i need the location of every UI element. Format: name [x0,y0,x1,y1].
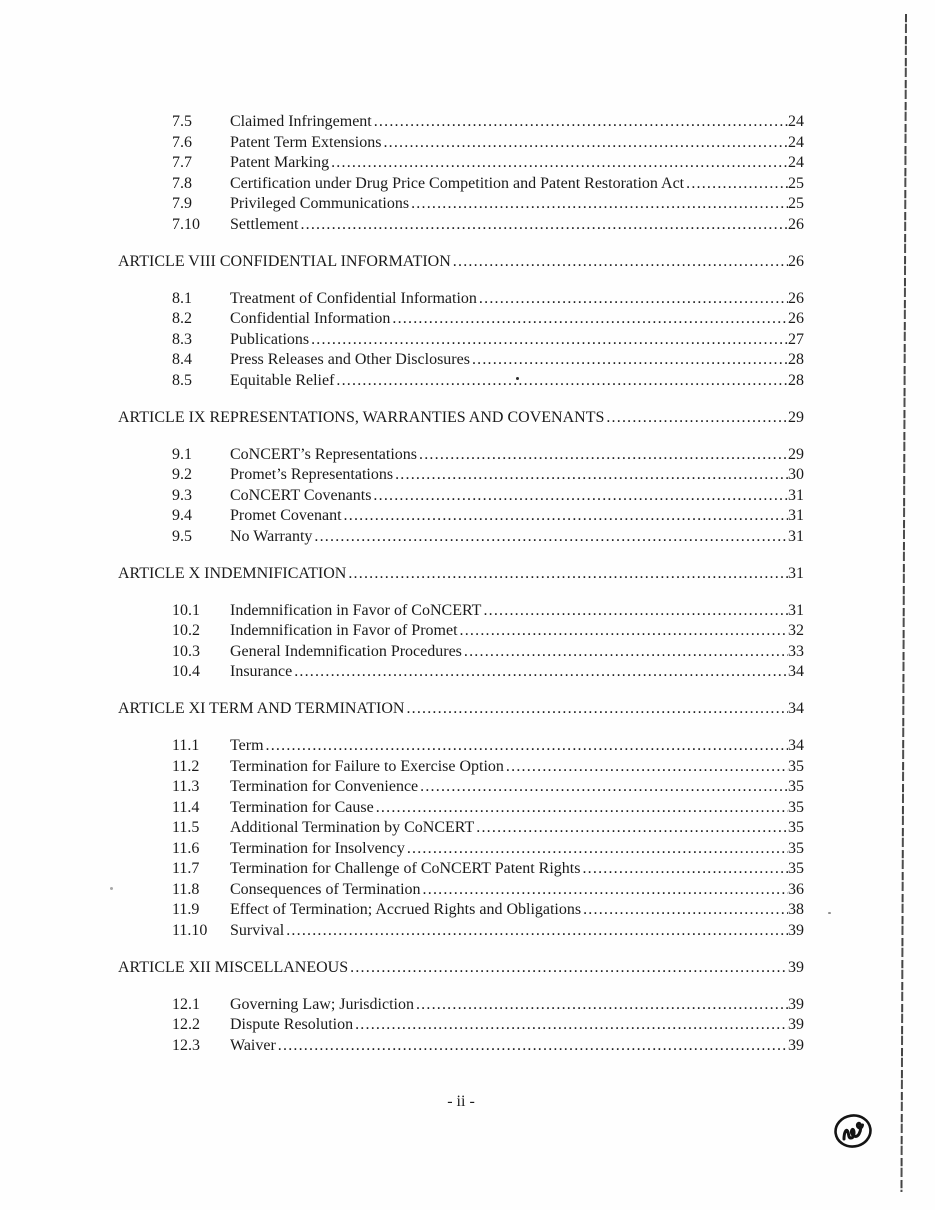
toc-entry-page: 26 [788,310,804,327]
toc-entry [118,330,804,351]
toc-dot-leader [418,777,788,798]
toc-entry-title: Patent Term Extensions [230,133,382,151]
toc-entry-number: 11.1 [172,737,200,754]
toc-entry-title: Settlement [230,215,299,233]
toc-article-page: 34 [788,700,804,717]
toc-entry [118,486,804,507]
toc-entry [118,445,804,466]
toc-entry-page: 24 [788,113,804,130]
toc-entry [118,153,804,174]
toc-entry-page: 35 [788,798,804,816]
toc-dot-leader [298,215,788,236]
toc-entry-title: Term [230,737,264,754]
toc-dot-leader [458,621,788,642]
scan-edge-line-artifact [900,14,907,1192]
toc-dot-leader [474,818,788,839]
toc-dot-leader [604,408,788,429]
toc-entry-page: 31 [788,527,804,545]
toc-entry-page: 35 [788,839,804,857]
toc-entry-page: 24 [788,154,804,171]
toc-entry-number: 8.1 [172,289,192,307]
toc-entry [118,736,804,757]
toc-dot-leader [405,839,788,860]
toc-entry-title: Privileged Communications [230,195,410,212]
toc-dot-leader [374,798,788,819]
toc-entry-number: 9.5 [172,527,192,545]
toc-article-heading [118,958,804,979]
toc-entry-title: Equitable Relief [230,371,335,389]
toc-entry-number: 11.4 [172,798,200,816]
toc-entry-page: 39 [788,1016,804,1033]
toc-entry-page: 34 [788,663,804,680]
toc-entry-page: 26 [788,215,804,233]
toc-entry-title: General Indemnification Procedures [230,642,462,660]
toc-entry [118,309,804,330]
toc-entry-title: Promet Covenant [230,507,342,524]
toc-entry-page: 30 [788,466,804,483]
toc-entry-page: 32 [788,622,804,639]
toc-dot-leader [371,486,788,507]
toc-entry-number: 9.2 [172,466,192,483]
toc-dot-leader [462,642,788,663]
toc-entry-title: Treatment of Confidential Information [230,289,477,307]
toc-article-label: ARTICLE IX REPRESENTATIONS, WARRANTIES AND COVENANTS [118,408,605,426]
toc-entry-title: Insurance [230,663,293,680]
toc-entry-number: 10.2 [172,622,200,639]
toc-dot-leader [684,174,788,195]
toc-entry [118,289,804,310]
toc-entry [118,642,804,663]
toc-entry-number: 10.1 [172,601,200,619]
toc-entry [118,839,804,860]
toc-entry-page: 35 [788,860,804,877]
toc-entry-number: 10.3 [172,642,200,660]
toc-entry [118,662,804,683]
toc-entry-title: Termination for Failure to Exercise Option [230,757,504,775]
toc-dot-leader [581,900,788,921]
toc-entry-number: 11.10 [172,921,208,939]
toc-entry [118,880,804,901]
toc-entry [118,601,804,622]
toc-entry-title: Termination for Insolvency [230,839,405,857]
toc-article-page: 39 [788,958,804,976]
toc-dot-leader [580,859,788,880]
toc-article-heading [118,699,804,720]
toc-entry-title: Claimed Infringement [230,113,372,130]
toc-entry-page: 33 [788,642,804,660]
toc-entry-title: Effect of Termination; Accrued Rights and Obligations [230,901,582,918]
toc-entry [118,921,804,942]
toc-dot-leader [329,153,788,174]
toc-entry-number: 12.1 [172,995,200,1013]
toc-entry-number: 12.3 [172,1036,200,1054]
toc-entry-title: Survival [230,921,285,939]
toc-entry-number: 8.2 [172,310,192,327]
toc-dot-leader [477,289,788,310]
toc-article-label: ARTICLE XII MISCELLANEOUS [118,958,349,976]
toc-entry-number: 7.6 [172,133,192,151]
toc-entry-number: 9.3 [172,486,192,504]
toc-entry [118,1015,804,1036]
toc-entry [118,798,804,819]
scan-artifact-dot [828,912,831,914]
toc-entry-page: 35 [788,778,804,795]
toc-entry [118,527,804,548]
toc-entry [118,215,804,236]
toc-article-page: 26 [788,252,804,270]
toc-dot-leader [353,1015,788,1036]
toc-entry-page: 24 [788,133,804,151]
toc-entry-page: 25 [788,195,804,212]
toc-dot-leader [409,194,788,215]
toc-article-label: ARTICLE XI TERM AND TERMINATION [118,700,405,717]
toc-entry-title: Press Releases and Other Disclosures [230,351,470,368]
toc-article-page: 31 [788,564,804,582]
toc-entry-number: 12.2 [172,1016,200,1033]
toc-dot-leader [292,662,788,683]
toc-dot-leader [346,564,788,585]
toc-entry-title: Dispute Resolution [230,1016,354,1033]
toc-dot-leader [276,1036,788,1057]
toc-dot-leader [348,958,788,979]
toc-entry-title: Publications [230,330,310,348]
toc-dot-leader [334,371,788,392]
toc-entry-number: 11.2 [172,757,200,775]
toc-entry [118,174,804,195]
toc-entry [118,900,804,921]
toc-entry-title: Termination for Cause [230,798,374,816]
toc-entry-number: 7.7 [172,154,192,171]
toc-entry-number: 7.5 [172,113,192,130]
toc-entry-title: CoNCERT’s Representations [230,445,418,463]
toc-entry-page: 26 [788,289,804,307]
toc-entry-title: Indemnification in Favor of CoNCERT [230,601,482,619]
toc-entry [118,465,804,486]
toc-entry-title: Governing Law; Jurisdiction [230,995,414,1013]
toc-entry-page: 31 [788,601,804,619]
handwritten-initials-icon [830,1108,878,1154]
toc-dot-leader [470,350,788,371]
toc-entry-number: 9.1 [172,445,192,463]
toc-entry-title: Waiver [230,1036,276,1054]
toc-entry-number: 10.4 [172,663,200,680]
toc-article-page: 29 [788,408,804,426]
toc-entry-number: 7.8 [172,174,192,192]
toc-entry-title: Indemnification in Favor of Promet [230,622,458,639]
toc-entry [118,112,804,133]
toc-entry-title: CoNCERT Covenants [230,486,372,504]
toc-article-heading [118,408,804,429]
toc-dot-leader [372,112,788,133]
toc-entry-title: Termination for Challenge of CoNCERT Patent Rights [230,860,581,877]
toc-entry [118,194,804,215]
toc-entry [118,777,804,798]
toc-dot-leader [504,757,788,778]
toc-entry-title: Promet’s Representations [230,466,394,483]
toc-entry-title: Consequences of Termination [230,880,421,898]
toc-entry-title: No Warranty [230,527,313,545]
scan-artifact-dot [110,887,113,890]
toc-entry [118,371,804,392]
toc-entry-page: 39 [788,995,804,1013]
toc-dot-leader [309,330,788,351]
toc-article-label: ARTICLE X INDEMNIFICATION [118,564,347,582]
toc-entry-number: 7.10 [172,215,200,233]
toc-entry-page: 39 [788,921,804,939]
toc-dot-leader [312,527,788,548]
toc-dot-leader [393,465,788,486]
toc-dot-leader [390,309,788,330]
toc-entry-page: 28 [788,371,804,389]
toc-entry [118,1036,804,1057]
toc-dot-leader [417,445,788,466]
toc-entry-page: 27 [788,330,804,348]
toc-entry [118,350,804,371]
toc-entry-title: Confidential Information [230,310,391,327]
toc-entry-number: 8.5 [172,371,192,389]
toc-entry-number: 9.4 [172,507,192,524]
toc-entry-number: 11.5 [172,819,200,836]
toc-entry-page: 25 [788,174,804,192]
toc-entry-number: 11.3 [172,778,200,795]
table-of-contents [118,112,804,1056]
toc-dot-leader [451,252,788,273]
toc-entry [118,506,804,527]
toc-entry-title: Certification under Drug Price Competition and Patent Restoration Act [230,174,685,192]
scan-artifact-dot [516,377,519,380]
toc-dot-leader [342,506,788,527]
toc-entry-number: 11.8 [172,880,200,898]
toc-entry [118,995,804,1016]
toc-entry-number: 8.4 [172,351,192,368]
toc-dot-leader [404,699,788,720]
toc-entry-page: 35 [788,819,804,836]
toc-article-label: ARTICLE VIII CONFIDENTIAL INFORMATION [118,252,451,270]
toc-entry-page: 28 [788,351,804,368]
toc-entry-page: 31 [788,507,804,524]
toc-entry-page: 34 [788,737,804,754]
toc-dot-leader [481,601,788,622]
toc-entry-page: 29 [788,445,804,463]
toc-entry-title: Additional Termination by CoNCERT [230,819,475,836]
toc-entry-page: 38 [788,901,804,918]
toc-entry-number: 11.9 [172,901,200,918]
toc-dot-leader [381,133,788,154]
page-number: - ii - [447,1093,475,1110]
toc-entry-number: 11.6 [172,839,200,857]
toc-entry-number: 11.7 [172,860,200,877]
toc-entry [118,133,804,154]
toc-entry-page: 39 [788,1036,804,1054]
toc-article-heading [118,564,804,585]
toc-entry-page: 36 [788,880,804,898]
toc-entry-page: 35 [788,757,804,775]
toc-entry [118,859,804,880]
toc-dot-leader [264,736,788,757]
toc-entry-number: 8.3 [172,330,192,348]
toc-entry-title: Termination for Convenience [230,778,419,795]
toc-dot-leader [414,995,788,1016]
toc-dot-leader [421,880,788,901]
toc-entry-number: 7.9 [172,195,192,212]
toc-entry-page: 31 [788,486,804,504]
toc-entry [118,757,804,778]
toc-entry [118,818,804,839]
toc-entry-title: Patent Marking [230,154,330,171]
toc-article-heading [118,252,804,273]
toc-entry [118,621,804,642]
toc-dot-leader [284,921,788,942]
